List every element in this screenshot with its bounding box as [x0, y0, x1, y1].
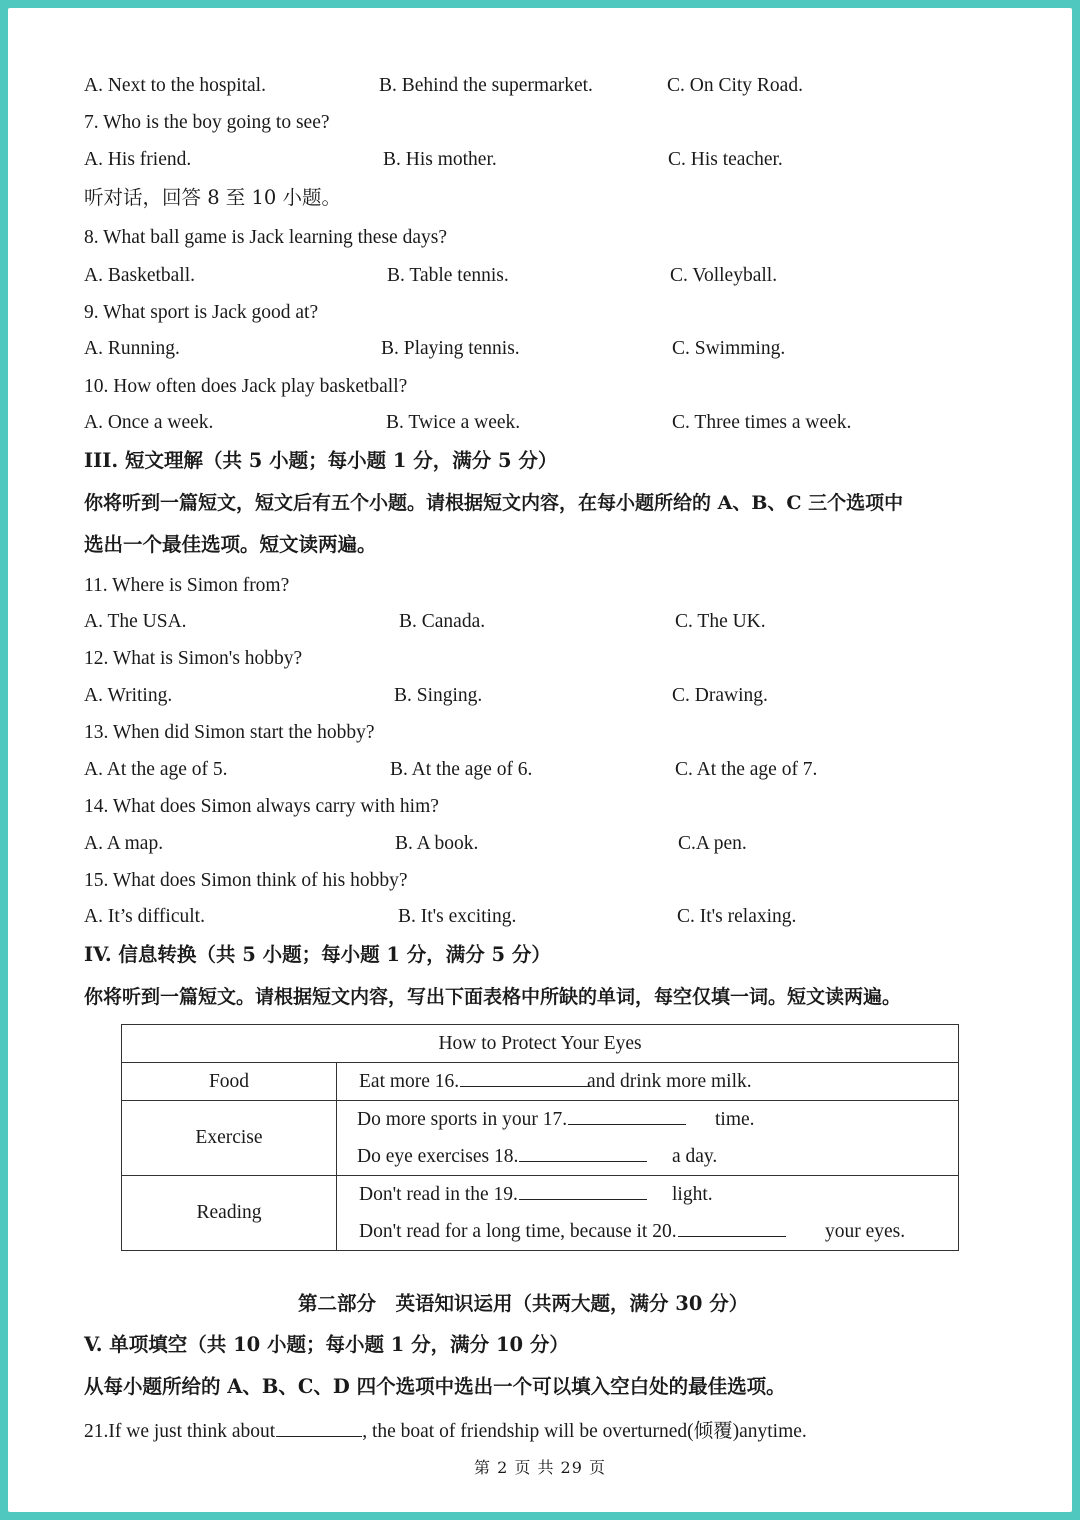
table-label-food: Food — [122, 1063, 337, 1101]
question-14: 14. What does Simon always carry with him? — [84, 796, 439, 817]
q9-option-c: C. Swimming. — [672, 338, 786, 359]
reading-row1-pre: Don't read in the 19. — [359, 1184, 518, 1205]
question-8: 8. What ball game is Jack learning these days? — [84, 227, 447, 248]
q6-option-c: C. On City Road. — [667, 75, 803, 96]
q7-option-c: C. His teacher. — [668, 149, 783, 170]
section-4-title: IV. 信息转换（共 5 小题；每小题 1 分，满分 5 分） — [84, 943, 551, 966]
q8-option-a: A. Basketball. — [84, 265, 196, 286]
q10-option-b: B. Twice a week. — [386, 412, 521, 433]
q13-option-a: A. At the age of 5. — [84, 759, 228, 780]
q6-option-a: A. Next to the hospital. — [84, 75, 266, 96]
protect-eyes-table — [121, 1024, 959, 1251]
q13-option-c: C. At the age of 7. — [675, 759, 818, 780]
q15-option-a: A. It’s difficult. — [84, 906, 205, 927]
table-label-exercise: Exercise — [122, 1101, 337, 1176]
part-2-title: 第二部分 英语知识运用（共两大题，满分 30 分） — [298, 1292, 749, 1315]
reading-row2-post: your eyes. — [825, 1221, 906, 1242]
q10-option-c: C. Three times a week. — [672, 412, 852, 433]
question-21 — [84, 1416, 807, 1444]
q15-option-b: B. It's exciting. — [398, 906, 517, 927]
table-label-reading: Reading — [122, 1176, 337, 1251]
exercise-row2-post: a day. — [672, 1146, 718, 1167]
q11-option-c: C. The UK. — [675, 611, 766, 632]
table-cell-food — [337, 1063, 959, 1101]
question-15: 15. What does Simon think of his hobby? — [84, 870, 408, 891]
question-9: 9. What sport is Jack good at? — [84, 302, 319, 323]
q6-option-b: B. Behind the supermarket. — [379, 75, 593, 96]
q9-option-b: B. Playing tennis. — [381, 338, 520, 359]
q10-option-a: A. Once a week. — [84, 412, 214, 433]
question-13: 13. When did Simon start the hobby? — [84, 722, 375, 743]
question-11: 11. Where is Simon from? — [84, 575, 290, 596]
section-3-title: III. 短文理解（共 5 小题；每小题 1 分，满分 5 分） — [84, 449, 558, 472]
q14-option-a: A. A map. — [84, 833, 164, 854]
blank-21[interactable] — [276, 1416, 362, 1437]
q15-option-c: C. It's relaxing. — [677, 906, 797, 927]
table-cell-reading — [337, 1176, 959, 1251]
section-5-title: V. 单项填空（共 10 小题；每小题 1 分，满分 10 分） — [84, 1333, 569, 1356]
exercise-row1-post: time. — [715, 1109, 755, 1130]
question-7: 7. Who is the boy going to see? — [84, 112, 330, 133]
exercise-row1-pre: Do more sports in your 17. — [357, 1109, 568, 1130]
question-12: 12. What is Simon's hobby? — [84, 648, 303, 669]
page-footer: 第 2 页 共 29 页 — [474, 1458, 606, 1477]
instruction-8-10: 听对话，回答 8 至 10 小题。 — [84, 186, 342, 209]
blank-17[interactable] — [568, 1104, 686, 1125]
section-5-instruction: 从每小题所给的 A、B、C、D 四个选项中选出一个可以填入空白处的最佳选项。 — [84, 1375, 786, 1398]
food-text-pre: Eat more 16. — [359, 1071, 460, 1092]
q21-text-pre: 21.If we just think about — [84, 1421, 276, 1442]
q12-option-c: C. Drawing. — [672, 685, 768, 706]
blank-19[interactable] — [519, 1179, 647, 1200]
q21-text-post: , the boat of friendship will be overturned(倾覆)anytime. — [362, 1421, 807, 1442]
section-4-instruction: 你将听到一篇短文。请根据短文内容，写出下面表格中所缺的单词，每空仅填一词。短文读两遍。 — [84, 986, 902, 1008]
q11-option-b: B. Canada. — [399, 611, 486, 632]
q14-option-b: B. A book. — [395, 833, 479, 854]
question-10: 10. How often does Jack play basketball? — [84, 376, 408, 397]
table-cell-exercise — [337, 1101, 959, 1176]
reading-row1-post: light. — [672, 1184, 713, 1205]
exercise-row2-pre: Do eye exercises 18. — [357, 1146, 519, 1167]
q7-option-a: A. His friend. — [84, 149, 192, 170]
table-title: How to Protect Your Eyes — [122, 1025, 959, 1063]
q14-option-c: C.A pen. — [678, 833, 747, 854]
section-3-instruction-line-1: 你将听到一篇短文，短文后有五个小题。请根据短文内容，在每小题所给的 A、B、C 三个选项中 — [84, 492, 904, 514]
blank-20[interactable] — [678, 1216, 786, 1237]
q11-option-a: A. The USA. — [84, 611, 187, 632]
q13-option-b: B. At the age of 6. — [390, 759, 533, 780]
reading-row2-pre: Don't read for a long time, because it 20. — [359, 1221, 677, 1242]
q8-option-c: C. Volleyball. — [670, 265, 778, 286]
q12-option-a: A. Writing. — [84, 685, 173, 706]
blank-16[interactable] — [460, 1066, 590, 1087]
q7-option-b: B. His mother. — [383, 149, 497, 170]
q9-option-a: A. Running. — [84, 338, 180, 359]
exam-page — [8, 8, 1072, 1512]
q12-option-b: B. Singing. — [394, 685, 483, 706]
blank-18[interactable] — [519, 1141, 647, 1162]
q8-option-b: B. Table tennis. — [387, 265, 509, 286]
section-3-instruction-line-2: 选出一个最佳选项。短文读两遍。 — [84, 533, 377, 556]
food-text-post: and drink more milk. — [587, 1071, 752, 1092]
